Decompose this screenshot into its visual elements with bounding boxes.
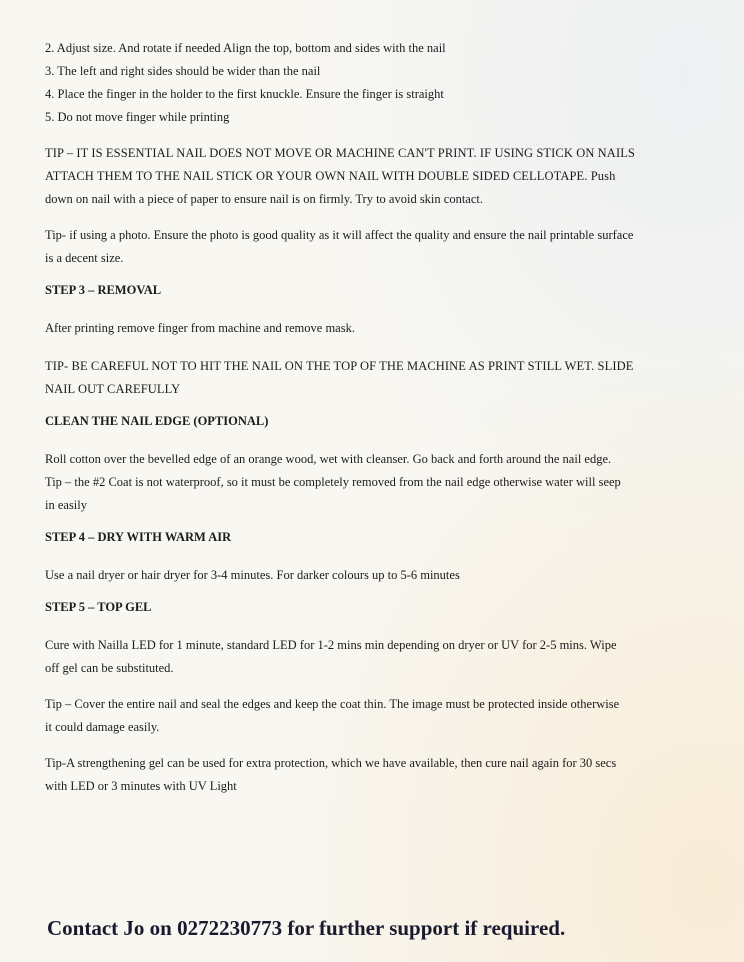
list-item: 4. Place the finger in the holder to the first knuckle. Ensure the finger is straight [45,87,444,101]
step3-body: After printing remove finger from machine and remove mask. [45,321,355,335]
tip-line: it could damage easily. [45,720,160,734]
step3-tip [45,355,705,401]
clean-body [45,448,705,517]
tip-line: TIP- BE CAREFUL NOT TO HIT THE NAIL ON THE TOP OF THE MACHINE AS PRINT STILL WET. SLIDE [45,359,634,373]
tip-line: TIP – IT IS ESSENTIAL NAIL DOES NOT MOVE OR MACHINE CAN'T PRINT. IF USING STICK ON NAILS [45,146,635,160]
contact-line: Contact Jo on 0272230773 for further support if required. [47,916,566,940]
tip-line: Tip-A strengthening gel can be used for extra protection, which we have available, then cure nail again for 30 secs [45,756,617,770]
steps-list [45,37,705,129]
tip-line: NAIL OUT CAREFULLY [45,382,181,396]
tip-line: Tip- if using a photo. Ensure the photo is good quality as it will affect the quality and ensure the nail printable surface [45,228,634,242]
tip-line: ATTACH THEM TO THE NAIL STICK OR YOUR OWN NAIL WITH DOUBLE SIDED CELLOTAPE. Push [45,169,616,183]
tip-line: down on nail with a piece of paper to ensure nail is on firmly. Try to avoid skin contact. [45,192,483,206]
list-item: 5. Do not move finger while printing [45,110,230,124]
step5-tip-strengthening [45,752,705,798]
step5-line: Cure with Nailla LED for 1 minute, standard LED for 1-2 mins min depending on dryer or UV for 2-5 mins. Wipe [45,638,617,652]
step3-heading: STEP 3 – REMOVAL [45,283,162,297]
step5-heading: STEP 5 – TOP GEL [45,600,152,614]
tip-line: with LED or 3 minutes with UV Light [45,779,237,793]
step4-heading: STEP 4 – DRY WITH WARM AIR [45,530,232,544]
list-item: 3. The left and right sides should be wider than the nail [45,64,321,78]
step4-body: Use a nail dryer or hair dryer for 3-4 minutes. For darker colours up to 5-6 minutes [45,568,460,582]
step5-body [45,634,705,680]
step5-line: off gel can be substituted. [45,661,174,675]
document-content [45,37,705,798]
clean-heading: CLEAN THE NAIL EDGE (OPTIONAL) [45,414,269,428]
tip-essential [45,142,705,211]
tip-photo [45,224,705,270]
clean-line: Roll cotton over the bevelled edge of an orange wood, wet with cleanser. Go back and forth around the nail edge. [45,452,612,466]
clean-line: in easily [45,498,88,512]
list-item: 2. Adjust size. And rotate if needed Align the top, bottom and sides with the nail [45,41,446,55]
tip-line: is a decent size. [45,251,124,265]
tip-line: Tip – Cover the entire nail and seal the edges and keep the coat thin. The image must be protected inside otherwise [45,697,620,711]
step5-tip-cover [45,693,705,739]
clean-line: Tip – the #2 Coat is not waterproof, so it must be completely removed from the nail edge otherwise water will seep [45,475,621,489]
